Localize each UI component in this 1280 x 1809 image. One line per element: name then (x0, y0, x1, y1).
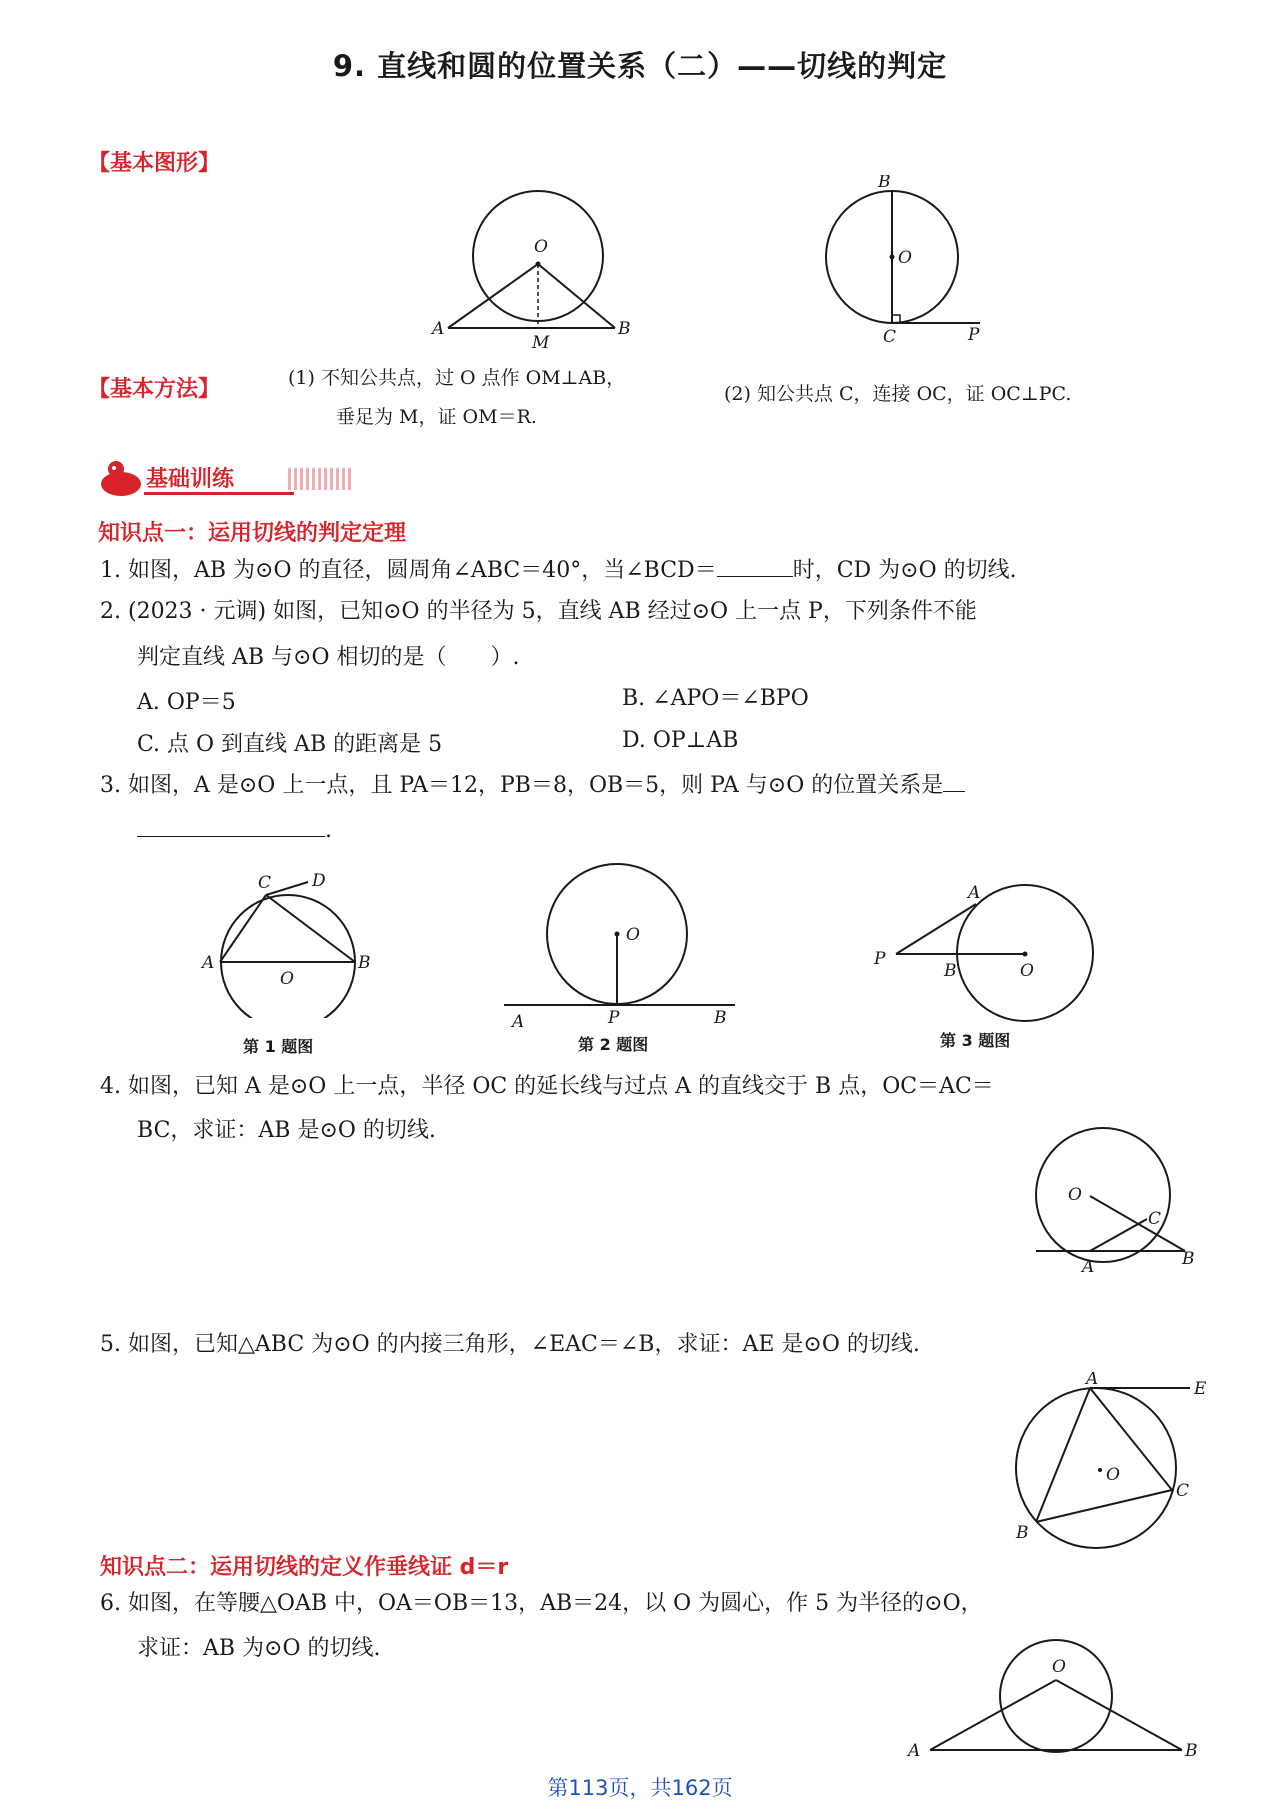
question-6-line-2: 求证：AB 为⊙O 的切线. (137, 1636, 381, 1661)
label-b: B (1185, 1741, 1198, 1761)
basic-figure-1 (430, 180, 650, 350)
label-o: O (898, 248, 912, 268)
figure-question-1 (200, 868, 380, 1018)
label-a: A (1082, 1257, 1095, 1277)
label-b: B (358, 953, 371, 973)
answer-blank[interactable] (943, 771, 965, 792)
option-a: A. OP＝5 (137, 690, 236, 715)
question-1-text-a: 1. 如图，AB 为⊙O 的直径，圆周角∠ABC＝40°，当∠BCD＝ (100, 558, 717, 583)
label-e: E (1194, 1379, 1207, 1399)
question-3-line-2 (137, 816, 332, 846)
figure-question-2 (500, 855, 740, 1035)
label-d: D (312, 871, 326, 891)
label-b: B (1182, 1249, 1195, 1269)
training-banner-text: 基础训练 (146, 467, 235, 492)
method-1-line-1: (1) 不知公共点，过 O 点作 OM⊥AB， (288, 367, 626, 389)
label-a: A (908, 1741, 921, 1761)
label-b: B (714, 1008, 727, 1028)
basic-figure-label: 【基本图形】 (88, 151, 221, 176)
question-3-end: . (325, 818, 332, 843)
label-o: O (1068, 1185, 1082, 1205)
option-b: B. ∠APO＝∠BPO (622, 686, 809, 711)
label-a: A (968, 883, 981, 903)
label-a: A (202, 953, 215, 973)
label-p: P (968, 325, 980, 345)
question-1-text-b: 时，CD 为⊙O 的切线. (792, 558, 1017, 583)
page-indicator: 第113页，共162页 (547, 1776, 733, 1800)
label-o: O (534, 237, 548, 257)
label-b: B (1016, 1523, 1029, 1543)
question-3 (100, 771, 965, 801)
figure-question-3 (860, 868, 1100, 1028)
label-c: C (258, 873, 272, 893)
question-1 (100, 556, 1017, 586)
label-p: P (874, 949, 886, 969)
page-title: 9. 直线和圆的位置关系（二）——切线的判定 (332, 49, 948, 83)
label-b: B (878, 175, 891, 192)
question-2-line-2: 判定直线 AB 与⊙O 相切的是（ ）. (137, 645, 520, 670)
knowledge-point-1: 知识点一：运用切线的判定定理 (98, 521, 407, 546)
label-a: A (432, 319, 445, 339)
mascot-icon (98, 458, 144, 498)
label-b: B (944, 961, 957, 981)
label-c: C (1176, 1481, 1190, 1501)
label-c: C (883, 327, 897, 345)
basic-method-label: 【基本方法】 (88, 377, 221, 402)
label-b: B (618, 319, 631, 339)
label-a: A (1086, 1372, 1099, 1389)
label-o: O (1020, 961, 1034, 981)
label-m: M (532, 333, 550, 350)
caption-figure-1: 第 1 题图 (243, 1037, 314, 1056)
label-o: O (1106, 1465, 1120, 1485)
caption-figure-2: 第 2 题图 (578, 1035, 649, 1054)
question-5: 5. 如图，已知△ABC 为⊙O 的内接三角形，∠EAC＝∠B，求证：AE 是⊙O 的切线. (100, 1332, 920, 1357)
question-4-line-2: BC，求证：AB 是⊙O 的切线. (137, 1118, 436, 1143)
label-o: O (280, 969, 294, 989)
figure-question-5 (1010, 1372, 1210, 1552)
caption-figure-3: 第 3 题图 (940, 1031, 1011, 1050)
answer-blank[interactable] (717, 556, 793, 577)
question-4-line-1: 4. 如图，已知 A 是⊙O 上一点，半径 OC 的延长线与过点 A 的直线交于 B 点，OC＝AC＝ (100, 1074, 994, 1099)
label-c: C (1148, 1209, 1162, 1229)
option-c: C. 点 O 到直线 AB 的距离是 5 (137, 732, 443, 757)
label-a: A (512, 1012, 525, 1032)
question-2-line-1: 2. (2023 · 元调) 如图，已知⊙O 的半径为 5，直线 AB 经过⊙O 上一点 P，下列条件不能 (100, 599, 977, 624)
method-2: (2) 知公共点 C，连接 OC，证 OC⊥PC. (724, 383, 1072, 405)
method-1-line-2: 垂足为 M，证 OM＝R. (336, 406, 537, 428)
option-d: D. OP⊥AB (622, 728, 739, 753)
answer-blank[interactable] (137, 816, 325, 837)
training-banner (98, 458, 358, 498)
basic-figure-2 (820, 175, 1000, 345)
label-o: O (1052, 1657, 1066, 1677)
banner-stripes (288, 468, 354, 490)
label-p: P (608, 1008, 620, 1028)
question-3-text: 3. 如图，A 是⊙O 上一点，且 PA＝12，PB＝8，OB＝5，则 PA 与⊙O 的位置关系是 (100, 773, 944, 798)
figure-question-6 (900, 1620, 1220, 1770)
knowledge-point-2: 知识点二：运用切线的定义作垂线证 d＝r (100, 1555, 509, 1580)
question-6-line-1: 6. 如图，在等腰△OAB 中，OA＝OB＝13，AB＝24，以 O 为圆心，作 5 为半径的⊙O， (100, 1591, 983, 1616)
banner-underline (144, 492, 294, 495)
label-o: O (626, 925, 640, 945)
figure-question-4 (1020, 1120, 1200, 1280)
